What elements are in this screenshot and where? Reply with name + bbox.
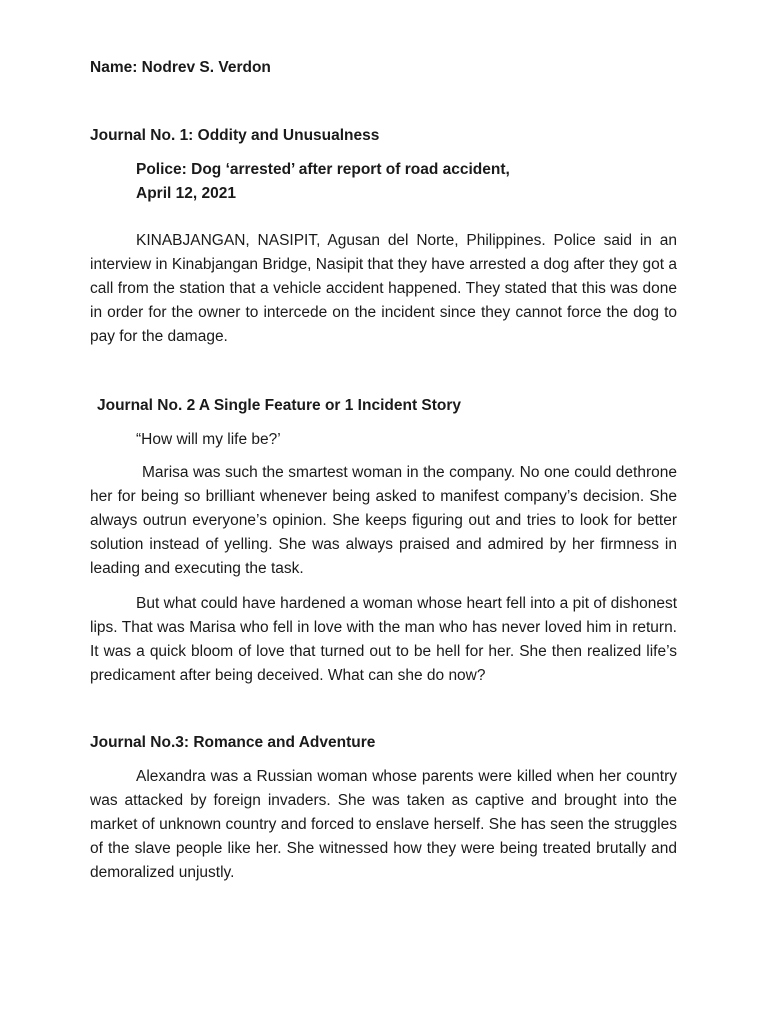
journal-1-body: KINABJANGAN, NASIPIT, Agusan del Norte, Philippines. Police said in an interview in Kinabjangan Bridge, Nasipit that they have arrested a dog after they got a call from the station that a vehicle accident happened. They stated that this was done in order for the owner to intercede on the incident since they cannot force the dog to pay for the damage. [90,232,677,345]
journal-3-heading: Journal No.3: Romance and Adventure [90,734,376,751]
journal-2-heading: Journal No. 2 A Single Feature or 1 Incident Story [97,397,462,414]
journal-1-headline: Police: Dog ‘arrested’ after report of road accident, [136,161,510,178]
journal-3-body: Alexandra was a Russian woman whose parents were killed when her country was attacked by foreign invaders. She was taken as captive and brought into the market of unknown country and forced to enslave herself. She has seen the struggles of the slave people like her. She witnessed how they were being treated brutally and demoralized unjustly. [90,768,677,881]
journal-2-paragraph-1: Marisa was such the smartest woman in the company. No one could dethrone her for being so brilliant whenever being asked to manifest company’s decision. She always outrun everyone’s opinion. She keeps figuring out and tries to look for better solution instead of yelling. She was always praised and admired by her firmness in leading and executing the task. [90,464,677,577]
journal-2-paragraph-2: But what could have hardened a woman whose heart fell into a pit of dishonest lips. That was Marisa who fell in love with the man who has never loved him in return. It was a quick bloom of love that turned out to be hell for her. She then realized life’s predicament after being deceived. What can she do now? [90,595,677,684]
journal-2-title: “How will my life be?’ [136,431,281,448]
journal-1-heading: Journal No. 1: Oddity and Unusualness [90,127,380,144]
journal-1-date: April 12, 2021 [136,185,236,202]
author-name: Name: Nodrev S. Verdon [90,59,271,76]
